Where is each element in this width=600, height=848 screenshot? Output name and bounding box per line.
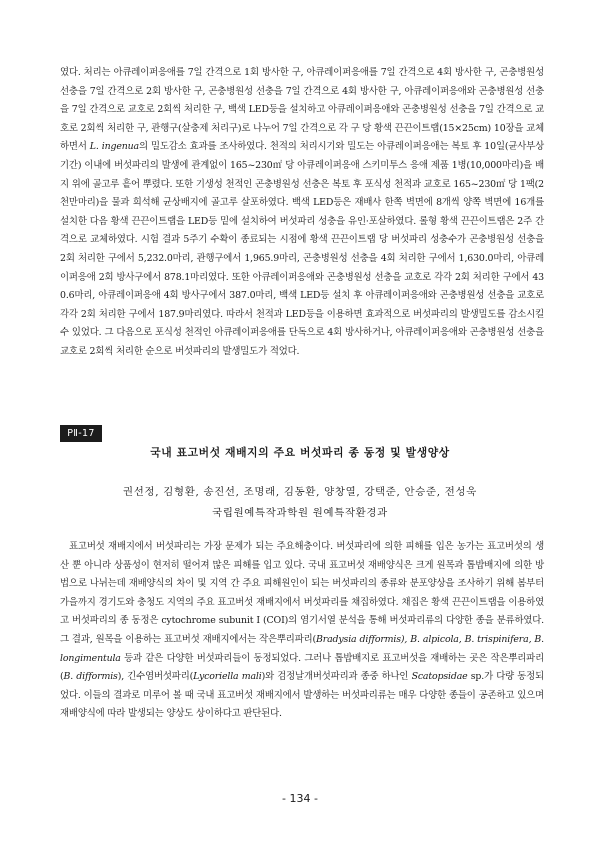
species-name: L. ingenua [89,141,139,153]
species-name: Bradysia difformis), B. alpicola, B. trispinifera, B. longimentula [60,633,544,664]
text-run: 표고버섯 재배지에서 버섯파리는 가장 문제가 되는 주요해충이다. 버섯파리에 의한 피해를 입은 농가는 표고버섯의 생산 뿐 아니라 상품성이 현저히 떨어져 많은 피해를 입고 있다. 국내 표고버섯 재배양식은 크게 원목과 톱밥배지에 의한 방법으로 나뉘는데 재배양식의 차이 및 지역 간 주요 피해원인이 되는 버섯파리의 종류와 분포양상을 조사하기 위해 봄부터 가을까지 경기도와 충청도 지역의 주요 표고버섯 재배지에서 버섯파리를 채집하였다. 채집은 황색 끈끈이트랩을 이용하였고 버섯파리의 종 동정은 cytochrome subunit I (COI)의 염기서열 분석을 통해 버섯파리류의 다양한 종을 분류하였다. 그 결과, 원목을 이용하는 표고버섯 재배지에서는 작은뿌리파리( [60,541,544,645]
section-badge: PⅡ-17 [60,425,102,442]
body-paragraph-previous-abstract [60,64,544,362]
species-name: Lycoriella mali [193,671,262,683]
body-paragraph-abstract [60,538,544,724]
affiliation: 국립원예특작과학원 원예특작환경과 [212,507,388,519]
page-number: - 134 - [282,792,318,805]
text-run: 였다. 처리는 아큐레이퍼응애를 7일 간격으로 1회 방사한 구, 아큐레이퍼응애를 7일 간격으로 4회 방사한 구, 곤충병원성 선충을 7일 간격으로 2회 방사한 구, 곤충병원성 선충을 7일 간격으로 4회 방사한 구, 아큐레이퍼응애와 곤충병원성 선충을 7일 간격으로 교호로 2회씩 처리한 구, 백색 LED등을 설치하고 아큐레이퍼응애와 곤충병원성 선충을 7일 간격으로 교호로 2회씩 처리한 구, 관행구(살충제 처리구)로 나누어 7일 간격으로 각 구 당 황색 끈끈이트랩(15×25cm) 10장을 교체하면서 [60,67,544,153]
text-run: 등과 같은 다양한 버섯파리들이 동정되었다. 그러나 톱밥배지로 표고버섯을 재배하는 곳은 작은뿌리파리( [60,652,544,683]
text-run: ), 긴수염버섯파리( [117,671,194,683]
abstract-title: 국내 표고버섯 재배지의 주요 버섯파리 종 동정 및 발생양상 [150,446,450,459]
species-name: B. difformis [63,671,118,683]
species-name: Scatopsidae [411,671,468,683]
text-run: sp.가 다량 동정되었다. 이들의 결과로 미루어 볼 때 국내 표고버섯 재배지에서 발생하는 버섯파리류는 매우 다양한 종들이 공존하고 있으며 재배양식에 따라 발생되는 양상도 상이하다고 판단된다. [60,671,544,720]
author-list: 권선정, 김형환, 송진선, 조명래, 김동환, 양창열, 강택준, 안승준, 전성욱 [123,486,477,498]
text-run: 의 밀도감소 효과를 조사하였다. 천적의 처리시기와 밀도는 아큐레이퍼응애는 복토 후 10일(균사부상 기간) 이내에 버섯파리의 발생에 관계없이 165~230㎡ 당 아큐레이퍼응애 스키미투스 응애 제품 1병(10,000마리)을 배지 위에 골고루 흩어 뿌렸다. 또한 기생성 천적인 곤충병원성 선충은 복토 후 포식성 천적과 교호로 165~230㎡ 당 1팩(2천만마리)을 물과 희석해 균상배지에 골고루 살포하였다. 백색 LED등은 재배사 한쪽 벽면에 8개씩 양쪽 벽면에 16개를 설치한 다음 황색 끈끈이트랩을 LED등 밑에 설치하여 버섯파리 성충을 유인·포살하였다. 롤형 황색 끈끈이트랩은 2주 간격으로 교체하였다. 시험 결과 5주기 수확이 종료되는 시점에 황색 끈끈이트랩 당 버섯파리 성충수가 곤충병원성 선충을 2회 처리한 구에서 5,232.0마리, 관행구에서 1,965.9마리, 곤충병원성 선충을 4회 처리한 구에서 1,630.0마리, 아큐레이퍼응애 2회 방사구에서 878.1마리였다. 또한 아큐레이퍼응애와 곤충병원성 선충을 교호로 각각 2회 처리한 구에서 430.6마리, 아큐레이퍼응애 4회 방사구에서 387.0마리, 백색 LED등 설치 후 아큐레이퍼응애와 곤충병원성 선충을 교호로 각각 2회 처리한 구에서 187.9마리였다. 따라서 천적과 LED등을 이용하면 효과적으로 버섯파리의 발생밀도를 감소시킬 수 있었다. 그 다음으로 포식성 천적인 아큐레이퍼응애를 단독으로 4회 방사하거나, 아큐레이퍼응애와 곤충병원성 선충을 교호로 2회씩 처리한 순으로 버섯파리의 발생밀도가 적었다. [60,141,544,357]
text-run: )와 검정날개버섯파리과 종중 하나인 [261,671,412,683]
